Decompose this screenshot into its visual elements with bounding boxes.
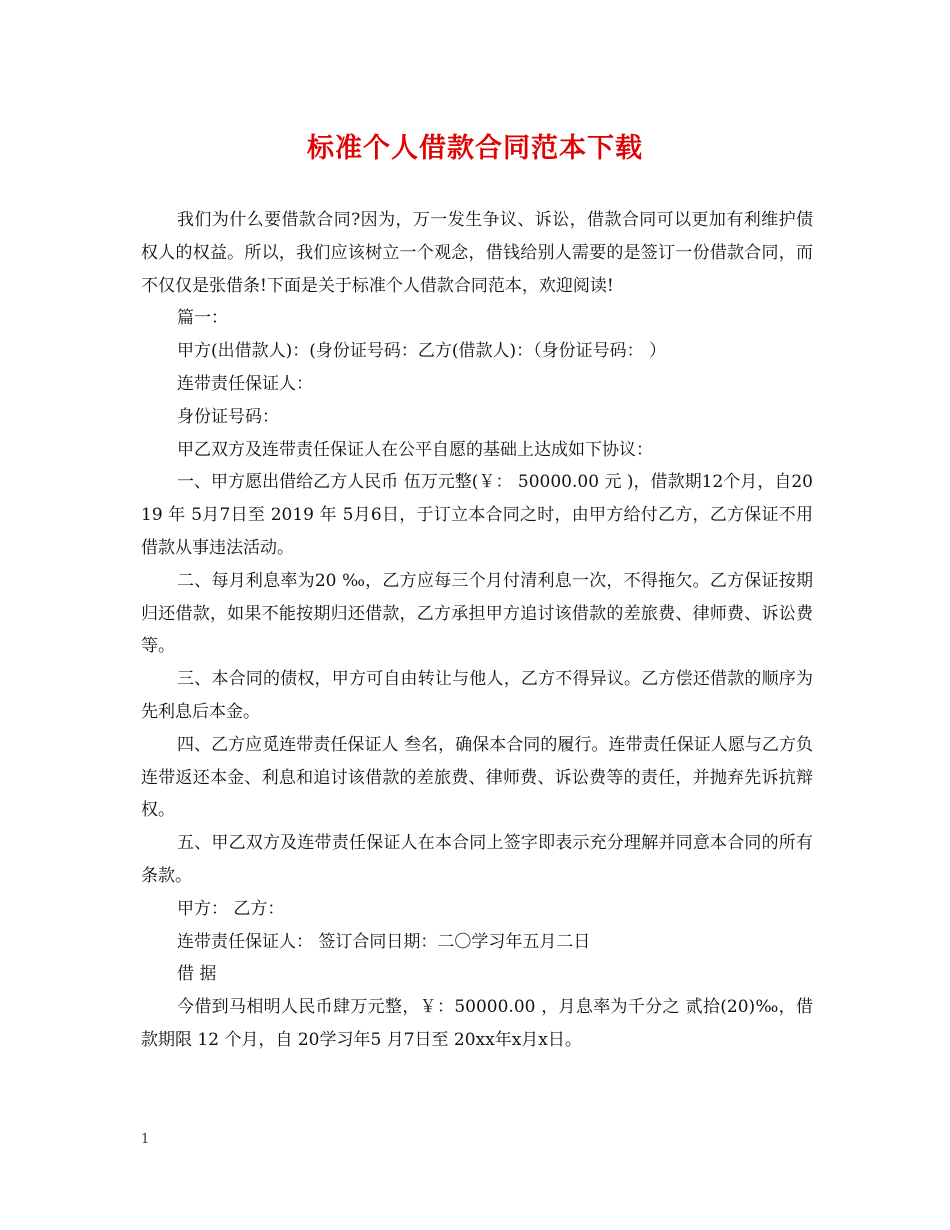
guarantor-line: 连带责任保证人： bbox=[177, 373, 313, 394]
document-title: 标准个人借款合同范本下载 bbox=[307, 133, 643, 164]
signature-parties: 甲方： 乙方： bbox=[177, 898, 285, 919]
clause-3: 三、本合同的债权，甲方可自由转让与他人，乙方不得异议。乙方偿还借款的顺序为先利息后本金。 bbox=[141, 669, 813, 722]
clause-1: 一、甲方愿出借给乙方人民币 伍万元整(￥： 50000.00 元 )，借款期12个月，自2019 年 5月7日至 2019 年 5月6日，于订立本合同之时，由甲方给付乙方，乙方保证不用借款从事违法活动。 bbox=[141, 472, 813, 558]
section-heading: 篇一： bbox=[177, 308, 228, 329]
receipt-text: 今借到马相明人民币肆万元整，￥：50000.00 ，月息率为千分之 贰拾(20)‰，借款期限 12 个月，自 20学习年5 月7日至 20xx年x月x日。 bbox=[141, 997, 813, 1050]
agreement-intro: 甲乙双方及连带责任保证人在公平自愿的基础上达成如下协议： bbox=[177, 439, 653, 460]
receipt-heading: 借 据 bbox=[177, 964, 217, 985]
signature-guarantor-date: 连带责任保证人： 签订合同日期：二〇学习年五月二日 bbox=[177, 931, 591, 952]
document-body bbox=[141, 204, 813, 1057]
clause-5: 五、甲乙双方及连带责任保证人在本合同上签字即表示充分理解并同意本合同的所有条款。 bbox=[141, 833, 813, 886]
page-number: 1 bbox=[141, 1132, 150, 1147]
clause-4: 四、乙方应觅连带责任保证人 叁名，确保本合同的履行。连带责任保证人愿与乙方负连带返还本金、利息和追讨该借款的差旅费、律师费、诉讼费等的责任，并抛弃先诉抗辩权。 bbox=[141, 734, 813, 821]
intro-paragraph: 我们为什么要借款合同?因为，万一发生争议、诉讼，借款合同可以更加有利维护债权人的权益。所以，我们应该树立一个观念，借钱给别人需要的是签订一份借款合同，而不仅仅是张借条!下面是关于标准个人借款合同范本，欢迎阅读! bbox=[141, 210, 813, 296]
clause-2: 二、每月利息率为20 ‰，乙方应每三个月付清利息一次，不得拖欠。乙方保证按期归还借款，如果不能按期归还借款，乙方承担甲方追讨该借款的差旅费、律师费、诉讼费等。 bbox=[141, 570, 813, 657]
id-number-line: 身份证号码： bbox=[177, 406, 279, 427]
parties-line: 甲方(出借款人)：(身份证号码：乙方(借款人)：（身份证号码： ） bbox=[177, 341, 667, 362]
